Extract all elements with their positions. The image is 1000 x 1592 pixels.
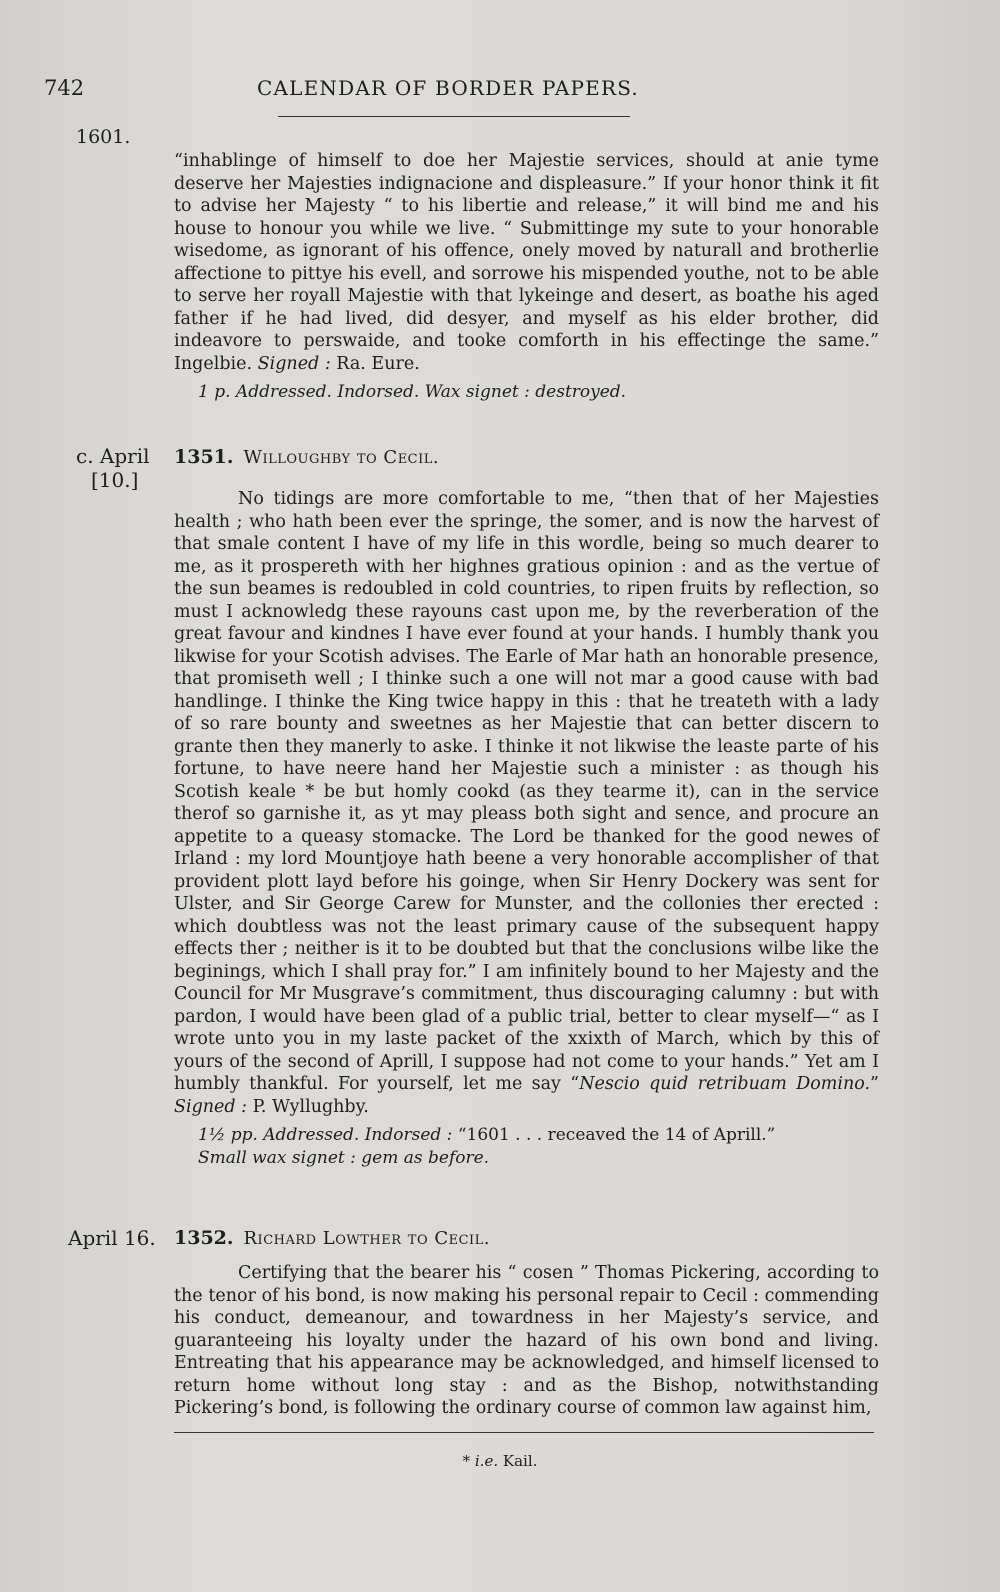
- year-margin-note: 1601.: [76, 126, 131, 148]
- entry-1351-heading: [174, 446, 439, 468]
- running-title: CALENDAR OF BORDER PAPERS.: [257, 76, 639, 100]
- entry-1351-title: Willoughby to Cecil.: [243, 447, 440, 468]
- footnote: [0, 1452, 1000, 1470]
- entry-1351-number: 1351.: [174, 446, 234, 468]
- continuation-note: 1 p. Addressed. Indorsed. Wax signet : destroyed.: [198, 382, 627, 402]
- entry-1352-number: 1352.: [174, 1227, 234, 1249]
- continuation-text: “inhablinge of himself to doe her Majestie services, should at anie tyme deserve her Majesties indignacione and displeasure.” If your honor think it fit to advise her Majesty “ to his libertie and release,” it will bind me and his house to honour you while we live. “ Submittinge my sute to your honorable wisedome, as ignorant of his offence, onely moved by naturall and brotherlie affectione to pittye his evell, and sorrowe his mispended youthe, not to be able to serve her royall Majestie with that lykeinge and desert, as boathe his aged father if he had lived, did desyer, and myself as his elder brother, did indeavore to perswaide, and tooke comforth in his effectinge the same.” Ingelbie. Signed : Ra. Eure.: [174, 151, 879, 374]
- footnote-text: Kail.: [502, 1452, 538, 1470]
- continuation-block: [174, 150, 879, 404]
- entry-1352-date: April 16.: [68, 1226, 156, 1250]
- page-number: 742: [44, 76, 85, 100]
- header-rule: [278, 116, 630, 117]
- entry-1352-heading: [174, 1227, 490, 1249]
- footnote-marker: * i.e.: [462, 1452, 499, 1470]
- entry-1351-date-line2: [10.]: [91, 468, 139, 492]
- entry-1351-date: [76, 444, 150, 492]
- entry-1352-body: Certifying that the bearer his “ cosen ” Thomas Pickering, according to the tenor of his bond, is now making his personal repair to Cecil : commending his conduct, demeanour, and towardness in her Majesty’s service, and guaranteeing his loyalty under the hazard of his own bond and living. Entreating that his appearance may be acknowledged, and himself licensed to return home without long stay : and as the Bishop, notwithstanding Pickering’s bond, is following the ordinary course of common law against him,: [174, 1263, 879, 1418]
- entry-1352-block: [174, 1262, 879, 1420]
- entry-1351-date-line1: c. April: [76, 444, 150, 468]
- entry-1351-body: No tidings are more comfortable to me, “then that of her Majesties health ; who hath been ever the springe, the somer, and is now the harvest of that smale content I have of my life in this wordle, being so much dearer to me, as it prospereth with her highnes gratious opinion : and as the vertue of the sun beames is redoubled in cold countries, to ripen fruits by reflection, so must I acknowledg these rayouns cast upon me, by the reverberation of the great favour and kindnes I have ever found at your hands. I humbly thank you likwise for your Scotish advises. The Earle of Mar hath an honorable presence, that promiseth well ; I thinke such a one will not mar a good cause with bad handlinge. I thinke the King twice happy in this : that he treateth with a lady of so rare bounty and sweetnes as her Majestie that can better discern to grante then they manerly to aske. I thinke it not likwise the leaste parte of his fortune, to have neere hand her Majestie such a minister : as though his Scotish keale * be but homly cookd (as they tearme it), can in the service therof so garnishe it, as yt may pleass both sight and sence, and procure an appetite to a queasy stomacke. The Lord be thanked for the good newes of Irland : my lord Mountjoye hath beene a very honorable accomplisher of that provident plott layd before his goinge, when Sir Henry Dockery was sent for Ulster, and Sir George Carew for Munster, and the collonies ther erected : which doubtless was not the least primary cause of the subsequent happy effects ther ; neither is it to be doubted but that the conclusions wilbe like the beginings, which I shall pray for.” I am infinitely bound to her Majesty and the Council for Mr Musgrave’s commitment, thus discouraging calumny : but with pardon, I would have been glad of a public trial, better to clear myself—“ as I wrote unto you in my laste packet of the xxixth of March, which by this of yours of the second of Aprill, I suppose had not come to your hands.” Yet am I humbly thankful. For yourself, let me say “Nescio quid retribuam Domino.” Signed : P. Wyllughby.: [174, 489, 879, 1117]
- entry-1351-note: 1½ pp. Addressed. Indorsed : “1601 . . . receaved the 14 of Aprill.” Small wax signet : gem as before.: [198, 1125, 776, 1168]
- entry-1352-title: Richard Lowther to Cecil.: [243, 1228, 491, 1249]
- entry-1351-block: [174, 488, 879, 1169]
- page-header: [44, 76, 874, 106]
- footnote-rule: [174, 1432, 874, 1433]
